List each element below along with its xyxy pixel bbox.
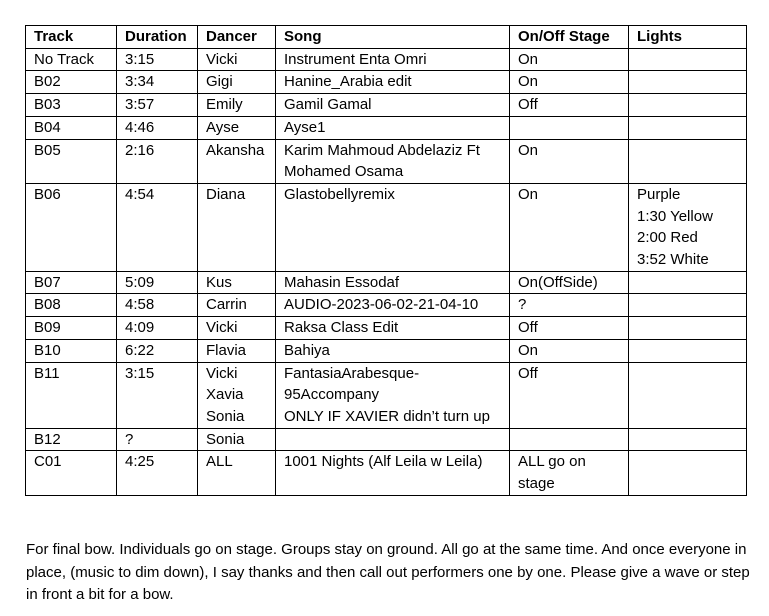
- cell-stage: [510, 339, 629, 362]
- cell-dancer-line: Sonia: [206, 407, 245, 425]
- cell-track: B10: [26, 339, 117, 362]
- cell-stage: [510, 362, 629, 428]
- cell-song: [276, 183, 510, 271]
- final-bow-note: For final bow. Individuals go on stage. Groups stay on ground. All go at the same time. And once everyone in place, (music to dim down), I say thanks and then call out performers one by one. Please give a wave or step in front a bit for a bow.: [26, 541, 750, 604]
- cell-stage-line: On: [518, 141, 539, 159]
- cell-stage: [510, 317, 629, 340]
- cell-stage: [510, 71, 629, 94]
- cell-stage-line: Off: [518, 319, 538, 337]
- cell-track: B06: [26, 183, 117, 271]
- cell-song-line: Glastobellyremix: [284, 185, 395, 203]
- cell-song-line: Karim Mahmoud Abdelaziz Ft: [284, 141, 480, 159]
- cell-lights: [629, 94, 747, 117]
- header-song: Song: [276, 26, 510, 49]
- table-row: [26, 139, 747, 183]
- cell-track: B12: [26, 428, 117, 451]
- cell-stage: [510, 94, 629, 117]
- cell-stage-line: ?: [518, 296, 527, 314]
- cell-song-line: Raksa Class Edit: [284, 319, 399, 337]
- cell-dancer-line: Vicki: [206, 50, 238, 68]
- cell-song-line: 1001 Nights (Alf Leila w Leila): [284, 453, 483, 471]
- cell-stage-line: ALL go on: [518, 453, 586, 471]
- cell-lights: [629, 362, 747, 428]
- cell-lights: [629, 271, 747, 294]
- table-row: [26, 94, 747, 117]
- cell-stage: [510, 116, 629, 139]
- cell-duration: 4:09: [117, 317, 198, 340]
- cell-stage-line: On(OffSide): [518, 273, 598, 291]
- cell-song: [276, 116, 510, 139]
- cell-duration: 3:34: [117, 71, 198, 94]
- cell-stage-line: On: [518, 73, 539, 91]
- cell-lights: [629, 71, 747, 94]
- table-row: [26, 428, 747, 451]
- cell-song-line: Instrument Enta Omri: [284, 50, 427, 68]
- header-stage: On/Off Stage: [510, 26, 629, 49]
- cell-dancer-line: Kus: [206, 273, 232, 291]
- cell-song-line: 95Accompany: [284, 386, 380, 404]
- cell-track: B09: [26, 317, 117, 340]
- cell-duration: 4:25: [117, 451, 198, 495]
- cell-stage-line: On: [518, 185, 539, 203]
- cell-song-line: Mohamed Osama: [284, 163, 404, 181]
- cell-stage-line: On: [518, 50, 539, 68]
- cell-stage: [510, 139, 629, 183]
- cell-song: [276, 317, 510, 340]
- track-sheet: [25, 25, 747, 496]
- cell-song: [276, 428, 510, 451]
- cell-track: B08: [26, 294, 117, 317]
- cell-lights: [629, 317, 747, 340]
- cell-dancer-line: Carrin: [206, 296, 247, 314]
- cell-dancer-line: Emily: [206, 96, 243, 114]
- cell-stage: [510, 48, 629, 71]
- table-row: [26, 451, 747, 495]
- cell-song: [276, 94, 510, 117]
- cell-dancer-line: ALL: [206, 453, 233, 471]
- cell-track: B07: [26, 271, 117, 294]
- cell-lights: [629, 294, 747, 317]
- cell-stage: [510, 183, 629, 271]
- cell-lights-line: 2:00 Red: [637, 229, 698, 247]
- track-table: [25, 25, 747, 496]
- cell-dancer: [198, 139, 276, 183]
- cell-song: [276, 339, 510, 362]
- cell-duration: 6:22: [117, 339, 198, 362]
- cell-stage: [510, 271, 629, 294]
- header-track: Track: [26, 26, 117, 49]
- cell-dancer: [198, 428, 276, 451]
- cell-dancer: [198, 48, 276, 71]
- cell-song: [276, 139, 510, 183]
- cell-dancer: [198, 362, 276, 428]
- cell-dancer: [198, 451, 276, 495]
- cell-dancer-line: Vicki: [206, 319, 238, 337]
- cell-dancer: [198, 317, 276, 340]
- cell-dancer-line: Sonia: [206, 430, 245, 448]
- cell-dancer-line: Gigi: [206, 73, 233, 91]
- cell-stage-line: Off: [518, 364, 538, 382]
- cell-song-line: Ayse1: [284, 118, 326, 136]
- cell-dancer: [198, 116, 276, 139]
- cell-song: [276, 451, 510, 495]
- cell-track: No Track: [26, 48, 117, 71]
- cell-stage-line: On: [518, 341, 539, 359]
- cell-song: [276, 362, 510, 428]
- cell-lights: [629, 139, 747, 183]
- cell-duration: 4:54: [117, 183, 198, 271]
- cell-duration: ?: [117, 428, 198, 451]
- cell-stage-line: stage: [518, 475, 555, 493]
- cell-song-line: Hanine_Arabia edit: [284, 73, 412, 91]
- cell-dancer-line: Flavia: [206, 341, 247, 359]
- cell-track: B03: [26, 94, 117, 117]
- cell-lights-line: 1:30 Yellow: [637, 207, 713, 225]
- header-dancer: Dancer: [198, 26, 276, 49]
- cell-track: B05: [26, 139, 117, 183]
- cell-dancer-line: Vicki: [206, 364, 238, 382]
- cell-song: [276, 48, 510, 71]
- cell-song-line: Mahasin Essodaf: [284, 273, 400, 291]
- table-body: [26, 48, 747, 495]
- cell-song-line: Gamil Gamal: [284, 96, 372, 114]
- cell-duration: 4:58: [117, 294, 198, 317]
- cell-song-line: ONLY IF XAVIER didn’t turn up: [284, 407, 490, 425]
- cell-dancer: [198, 94, 276, 117]
- cell-duration: 5:09: [117, 271, 198, 294]
- cell-lights: [629, 48, 747, 71]
- cell-track: C01: [26, 451, 117, 495]
- cell-song-line: FantasiaArabesque-: [284, 364, 420, 382]
- table-row: [26, 362, 747, 428]
- cell-track: B04: [26, 116, 117, 139]
- cell-dancer-line: Akansha: [206, 141, 265, 159]
- table-row: [26, 339, 747, 362]
- header-lights: Lights: [629, 26, 747, 49]
- cell-duration: 2:16: [117, 139, 198, 183]
- cell-lights: [629, 451, 747, 495]
- cell-lights-line: 3:52 White: [637, 251, 709, 269]
- table-row: [26, 116, 747, 139]
- cell-stage: [510, 428, 629, 451]
- table-row: [26, 317, 747, 340]
- cell-song-line: AUDIO-2023-06-02-21-04-10: [284, 296, 479, 314]
- table-row: [26, 271, 747, 294]
- cell-stage: [510, 451, 629, 495]
- cell-lights: [629, 116, 747, 139]
- cell-dancer: [198, 339, 276, 362]
- cell-dancer: [198, 183, 276, 271]
- cell-stage: [510, 294, 629, 317]
- cell-song-line: Bahiya: [284, 341, 330, 359]
- table-row: [26, 48, 747, 71]
- table-row: [26, 71, 747, 94]
- cell-duration: 3:57: [117, 94, 198, 117]
- header-duration: Duration: [117, 26, 198, 49]
- cell-duration: 4:46: [117, 116, 198, 139]
- cell-dancer: [198, 71, 276, 94]
- cell-lights: [629, 183, 747, 271]
- cell-dancer: [198, 294, 276, 317]
- cell-stage-line: Off: [518, 96, 538, 114]
- cell-song: [276, 271, 510, 294]
- table-row: [26, 294, 747, 317]
- table-header-row: [26, 26, 747, 49]
- cell-track: B02: [26, 71, 117, 94]
- cell-lights: [629, 428, 747, 451]
- cell-lights-line: Purple: [637, 185, 681, 203]
- cell-duration: 3:15: [117, 48, 198, 71]
- cell-dancer: [198, 271, 276, 294]
- cell-song: [276, 294, 510, 317]
- table-row: [26, 183, 747, 271]
- cell-dancer-line: Xavia: [206, 386, 244, 404]
- cell-dancer-line: Ayse: [206, 118, 240, 136]
- cell-lights: [629, 339, 747, 362]
- cell-duration: 3:15: [117, 362, 198, 428]
- cell-track: B11: [26, 362, 117, 428]
- cell-dancer-line: Diana: [206, 185, 246, 203]
- cell-song: [276, 71, 510, 94]
